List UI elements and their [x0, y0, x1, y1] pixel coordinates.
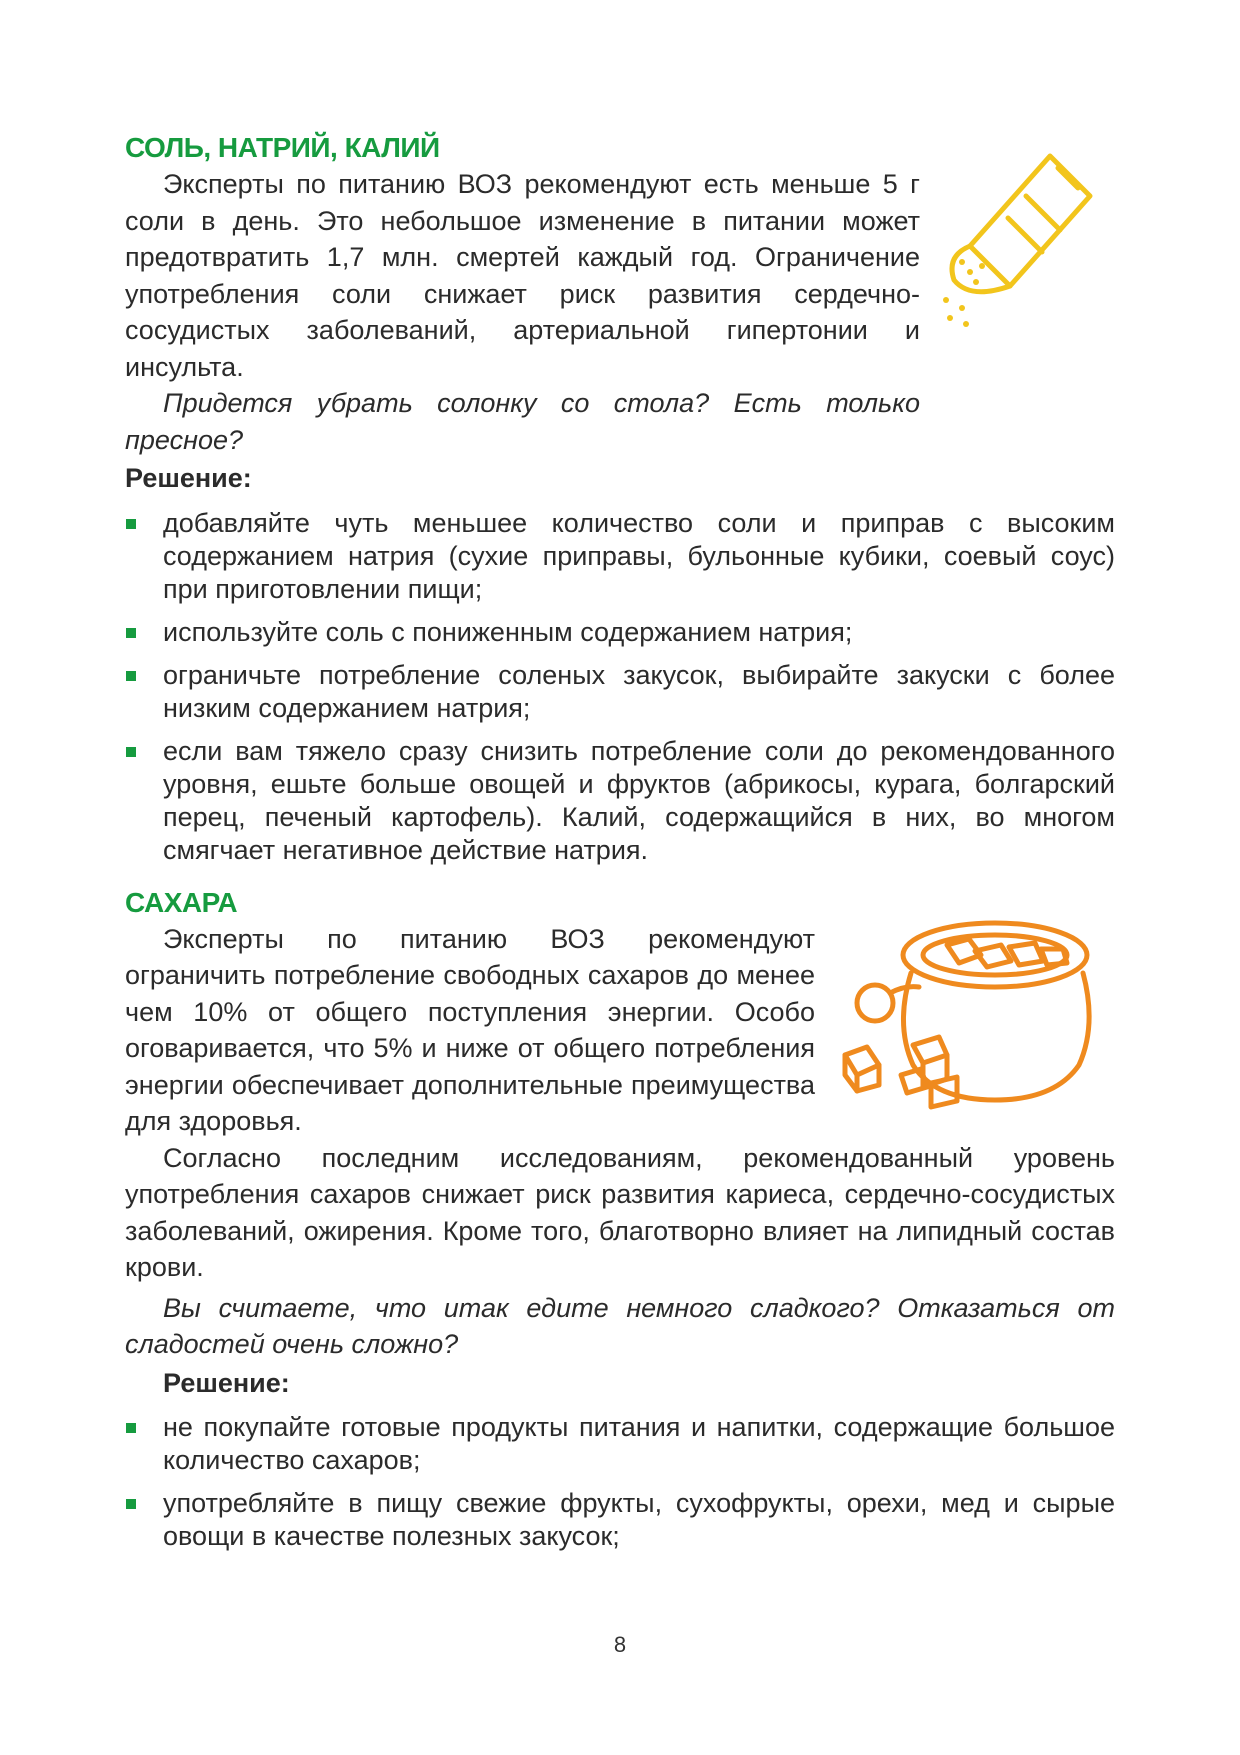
list-item: используйте соль с пониженным содержанием натрия;: [125, 616, 1115, 649]
salt-solution-list: [125, 507, 1115, 867]
salt-intro: Эксперты по питанию ВОЗ рекомендуют есть меньше 5 г соли в день. Это небольшое изменение в питании может предотвратить 1,7 млн. смертей каждый год. Ограничение употребления соли снижает риск развития сердечно-сосудистых заболеваний, артериальной гипертонии и инсульта.: [125, 169, 920, 382]
bullet-icon: [126, 671, 136, 681]
bullet-icon: [126, 747, 136, 757]
sugar-research: Согласно последним исследованиям, рекомендованный уровень употребления сахаров снижает риск развития кариеса, сердечно-сосудистых заболеваний, ожирения. Кроме того, благотворно влияет на липидный состав крови.: [125, 1142, 1115, 1282]
salt-shaker-icon: [940, 144, 1125, 334]
list-item: добавляйте чуть меньшее количество соли и приправ с высоким содержанием натрия (сухие приправы, бульонные кубики, соевый соус) при приготовлении пищи;: [125, 507, 1115, 606]
page-content: [125, 130, 1115, 1553]
bullet-icon: [126, 1499, 136, 1509]
list-item: употребляйте в пищу свежие фрукты, сухофрукты, орехи, мед и сырые овощи в качестве полезных закусок;: [125, 1487, 1115, 1553]
list-item: если вам тяжело сразу снизить потребление соли до рекомендованного уровня, ешьте больше овощей и фруктов (абрикосы, курага, болгарский перец, печеный картофель). Калий, содержащийся в них, во многом смягчает негативное действие натрия.: [125, 735, 1115, 867]
salt-solution-label: Решение:: [125, 463, 252, 493]
sugar-intro-block: [125, 921, 1115, 1140]
page-number: 8: [613, 1632, 627, 1657]
sugar-heading: САХАРА: [125, 886, 238, 918]
list-item: ограничьте потребление соленых закусок, выбирайте закуски с более низким содержанием натрия;: [125, 659, 1115, 725]
salt-intro-block: [125, 166, 1115, 385]
sugar-solution-label: Решение:: [163, 1367, 290, 1398]
bullet-icon: [126, 519, 136, 529]
salt-question: Придется убрать солонку со стола? Есть только пресное?: [125, 388, 920, 455]
sugar-solution-list: [125, 1411, 1115, 1553]
sugar-question: Вы считаете, что итак едите немного сладкого? Отказаться от сладостей очень сложно?: [125, 1292, 1115, 1359]
bullet-icon: [126, 1423, 136, 1433]
salt-heading: СОЛЬ, НАТРИЙ, КАЛИЙ: [125, 132, 440, 163]
sugar-intro: Эксперты по питанию ВОЗ рекомендуют ограничить потребление свободных сахаров до менее чем 10% от общего поступления энергии. Особо оговаривается, что 5% и ниже от общего потребления энергии обеспечивает дополнительные преимущества для здоровья.: [125, 923, 815, 1136]
list-item: не покупайте готовые продукты питания и напитки, содержащие большое количество сахаров;: [125, 1411, 1115, 1477]
sugar-pot-icon: [835, 915, 1115, 1115]
bullet-icon: [126, 628, 136, 638]
